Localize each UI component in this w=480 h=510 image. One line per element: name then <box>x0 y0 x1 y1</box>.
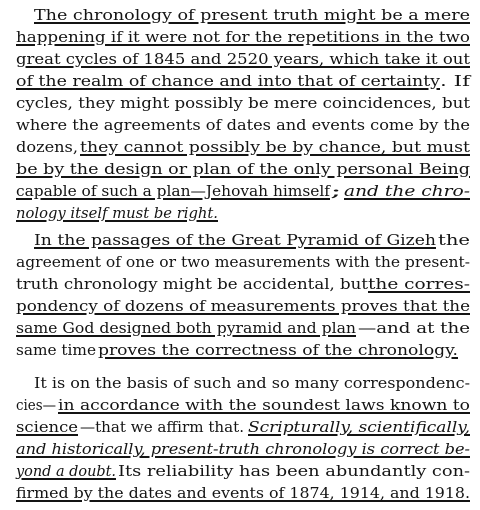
text-line <box>0 295 480 317</box>
underlined-text: be by the design or plan of the only personal Being <box>16 160 470 178</box>
underlined-text: happening if it were not for the repetitions in the two <box>16 28 470 46</box>
body-text: agreement of one or two measurements with the present- <box>16 253 470 271</box>
underlined-text: in accordance with the soundest laws known to <box>58 396 470 414</box>
text-line <box>0 251 480 273</box>
text-line <box>0 48 480 70</box>
text-line <box>0 229 480 251</box>
text-line <box>0 136 480 158</box>
text-line <box>0 372 480 394</box>
underlined-text: In the passages of the Great Pyramid of Gizeh <box>34 231 436 249</box>
body-text: cies— <box>16 396 56 414</box>
underlined-text: great cycles of 1845 and 2520 years, which take it out <box>16 50 470 68</box>
text-line <box>0 438 480 460</box>
body-text: Its reliability has been abundantly con- <box>118 462 470 480</box>
text-line <box>0 114 480 136</box>
underlined-text: same God designed both pyramid and plan <box>16 319 356 337</box>
text-line <box>0 460 480 482</box>
underlined-text: the corres- <box>368 275 470 293</box>
body-text: ; <box>330 182 342 200</box>
body-text: dozens, <box>16 138 78 156</box>
italic-underlined-text: yond a doubt. <box>16 462 116 480</box>
text-line <box>0 339 480 361</box>
body-text: . If <box>440 72 470 90</box>
text-line <box>0 158 480 180</box>
underlined-text: of the realm of chance and into that of certainty <box>16 72 441 90</box>
italic-underlined-text: nology itself must be right. <box>16 204 218 222</box>
body-text: the <box>438 231 470 249</box>
italic-underlined-text: and historically, present-truth chronology is correct be- <box>16 440 470 458</box>
body-text: —and at the <box>358 319 470 337</box>
underlined-text: proves the correctness of the chronology. <box>98 341 458 359</box>
body-text: where the agreements of dates and events come by the <box>16 116 471 134</box>
body-text: cycles, they might possibly be mere coincidences, but <box>16 94 470 112</box>
underlined-text: firmed by the dates and events of 1874, 1914, and 1918. <box>16 484 471 502</box>
text-line <box>0 482 480 504</box>
text-line <box>0 26 480 48</box>
body-text: It is on the basis of such and so many correspondenc- <box>34 374 470 392</box>
underlined-text: The chronology of present truth might be a mere <box>34 6 471 24</box>
italic-underlined-text: and the chro- <box>344 182 470 200</box>
text-line <box>0 4 480 26</box>
text-line <box>0 202 480 224</box>
text-line <box>0 394 480 416</box>
underlined-text: pondency of dozens of measurements proves that the <box>16 297 470 315</box>
text-line <box>0 416 480 438</box>
text-line <box>0 180 480 202</box>
underlined-text: they cannot possibly be by chance, but must <box>80 138 470 156</box>
body-text: truth chronology might be accidental, but <box>16 275 368 293</box>
body-text: same time <box>16 341 96 359</box>
underlined-text: capable of such a plan—Jehovah himself <box>16 182 330 200</box>
text-line <box>0 92 480 114</box>
underlined-text: science <box>16 418 78 436</box>
body-text: —that we affirm that. <box>80 418 244 436</box>
text-line <box>0 273 480 295</box>
text-line <box>0 70 480 92</box>
italic-underlined-text: Scripturally, scientifically, <box>248 418 470 436</box>
text-line <box>0 317 480 339</box>
